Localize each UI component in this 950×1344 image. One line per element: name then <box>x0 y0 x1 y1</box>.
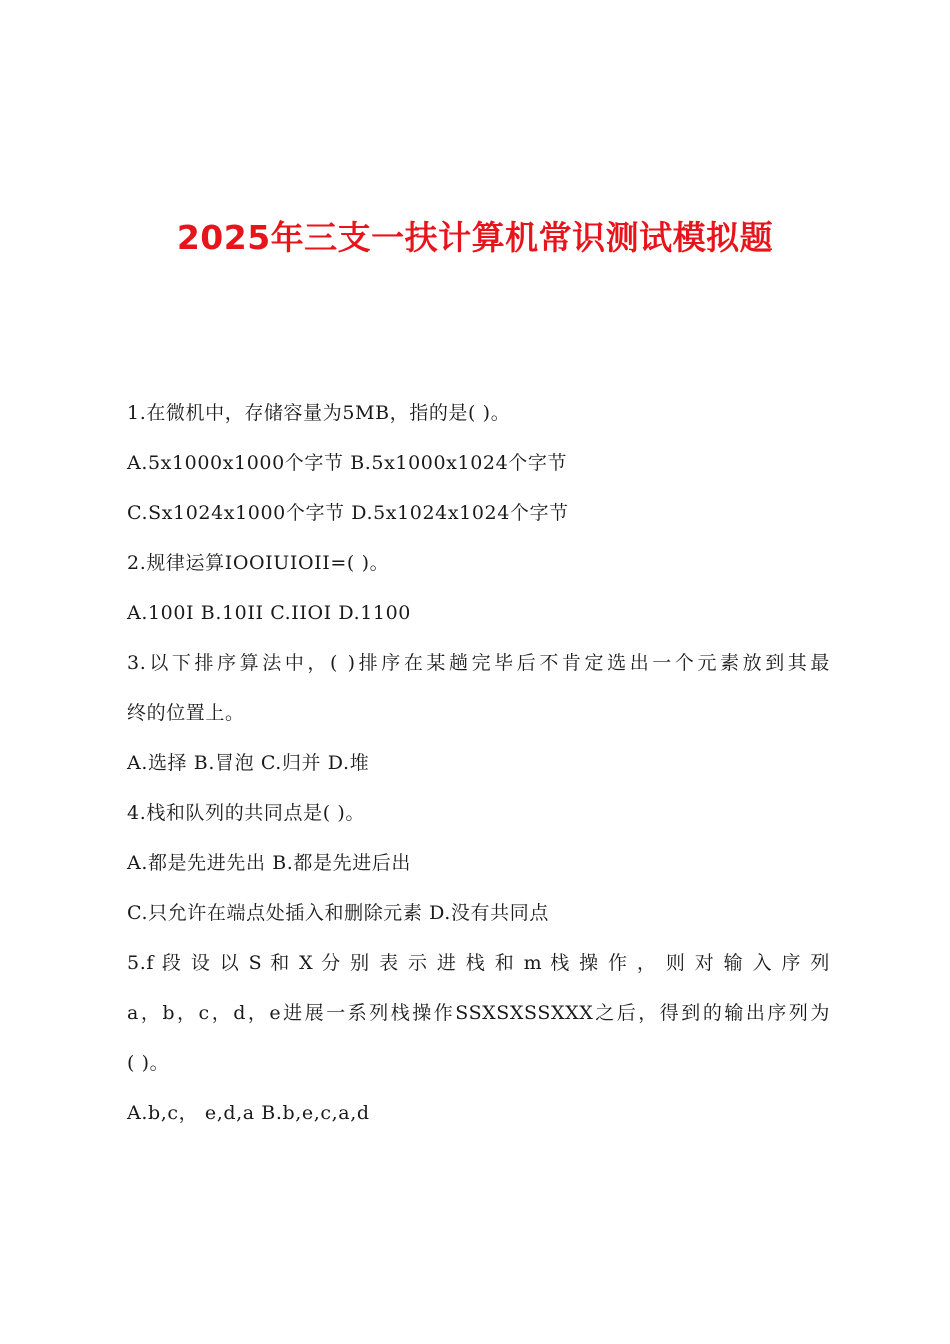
question-3-options: A.选择 B.冒泡 C.归并 D.堆 <box>127 752 370 774</box>
question-3-text-line-1: 3.以下排序算法中，( )排序在某趟完毕后不肯定选出一个元素放到其最 <box>127 652 830 674</box>
question-5-text-line-1: 5.f 段 设 以 S 和 X 分 别 表 示 进 栈 和 m 栈 操 作 ， 则 对 输 入 序 列 <box>127 952 830 974</box>
question-1-text: 1.在微机中，存储容量为5MB，指的是( )。 <box>127 402 511 424</box>
question-3-text-line-2: 终的位置上。 <box>127 702 245 724</box>
question-2-options: A.100I B.10II C.IIOI D.1100 <box>127 602 411 624</box>
question-1-options-cd: C.Sx1024x1000个字节 D.5x1024x1024个字节 <box>127 502 569 524</box>
question-5-text-line-2: a，b，c，d，e进展一系列栈操作SSXSXSSXXX之后，得到的输出序列为 <box>127 1002 830 1024</box>
question-5-text-line-3: ( )。 <box>127 1052 170 1074</box>
question-4-text: 4.栈和队列的共同点是( )。 <box>127 802 365 824</box>
question-4-options-cd: C.只允许在端点处插入和删除元素 D.没有共同点 <box>127 902 549 924</box>
question-5-options: A.b,c， e,d,a B.b,e,c,a,d <box>127 1102 370 1124</box>
question-2-text: 2.规律运算IOOIUIOII=( )。 <box>127 552 390 574</box>
document-title: 2025年三支一扶计算机常识测试模拟题 <box>176 218 774 257</box>
question-1-options-ab: A.5x1000x1000个字节 B.5x1000x1024个字节 <box>127 452 568 474</box>
question-4-options-ab: A.都是先进先出 B.都是先进后出 <box>127 852 412 874</box>
